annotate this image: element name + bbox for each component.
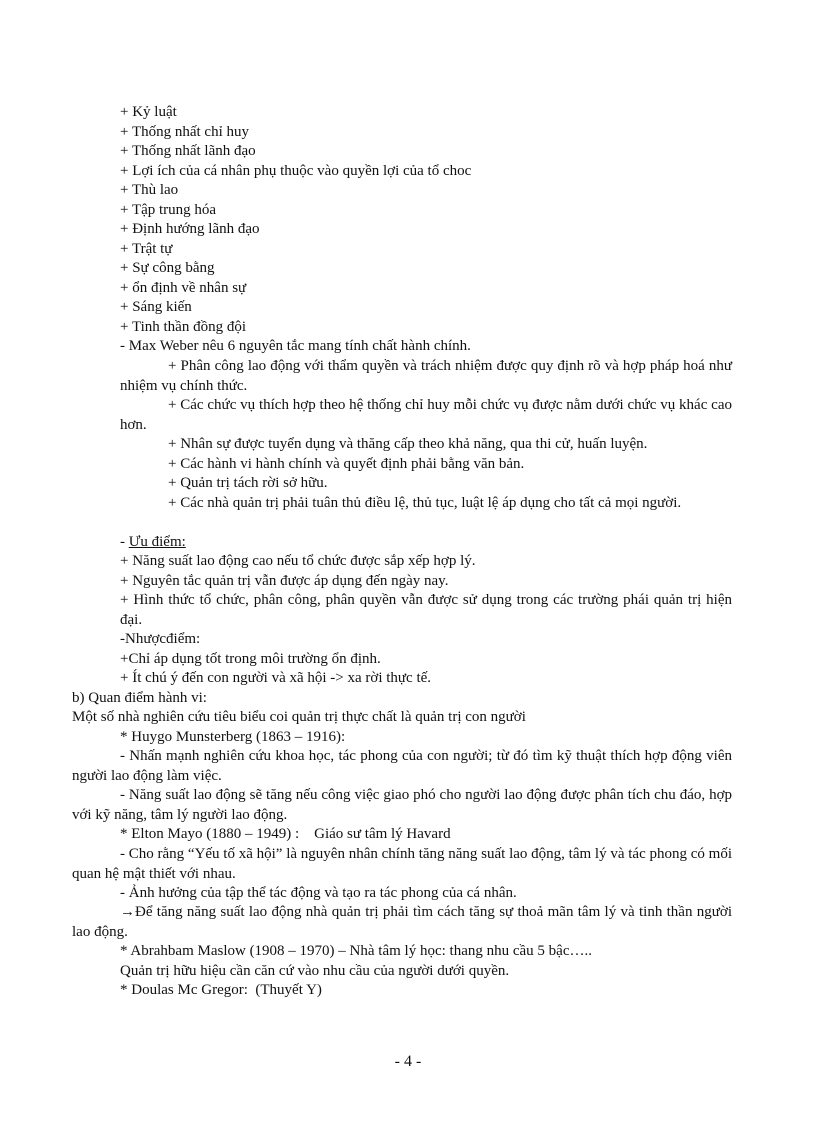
principle-item: + Định hướng lãnh đạo (120, 221, 260, 237)
principle-item: + Thống nhất chỉ huy (120, 124, 250, 140)
disadvantage-item: + Ít chú ý đến con người và xã hội -> xa rời thực tế. (120, 670, 432, 686)
author-point: - Ảnh hưởng của tập thể tác động và tạo ra tác phong của cá nhân. (120, 885, 517, 901)
author-heading: * Doulas Mc Gregor: (Thuyết Y) (120, 982, 322, 998)
principle-item: + Tập trung hóa (120, 202, 217, 218)
advantage-item: + Hình thức tổ chức, phân công, phân quyền vẫn được sử dụng trong các trường phái quản trị hiện đại. (120, 592, 732, 628)
principle-item: + Sự công bằng (120, 260, 215, 276)
author-point: Quản trị hữu hiệu cần căn cứ vào nhu cầu của người dưới quyền. (120, 963, 510, 979)
advantage-item: + Năng suất lao động cao nếu tổ chức được sắp xếp hợp lý. (120, 553, 476, 569)
author-heading: * Elton Mayo (1880 – 1949) : Giáo sư tâm lý Havard (120, 826, 451, 842)
weber-principle: + Các hành vi hành chính và quyết định phải bằng văn bản. (168, 456, 525, 472)
disadvantage-item: +Chỉ áp dụng tốt trong môi trường ổn định. (120, 651, 381, 667)
principle-item: + Lợi ích của cá nhân phụ thuộc vào quyền lợi của tổ choc (120, 163, 472, 179)
page-number: - 4 - (394, 1053, 422, 1070)
weber-intro: - Max Weber nêu 6 nguyên tắc mang tính chất hành chính. (120, 338, 471, 354)
principle-item: + ổn định về nhân sự (120, 280, 247, 296)
author-heading: * Abrahbam Maslow (1908 – 1970) – Nhà tâm lý học: thang nhu cầu 5 bậc….. (120, 943, 592, 959)
advantage-item: + Nguyên tắc quản trị vẫn được áp dụng đến ngày nay. (120, 573, 449, 589)
weber-principle: + Nhân sự được tuyển dụng và thăng cấp theo khả năng, qua thi cử, huấn luyện. (168, 436, 648, 452)
author-point: - Nhấn mạnh nghiên cứu khoa học, tác phong của con người; từ đó tìm kỹ thuật thích hợp động viên người lao động làm việc. (72, 748, 732, 784)
section-heading: b) Quan điểm hành vi: (72, 690, 207, 706)
principle-item: + Thống nhất lãnh đạo (120, 143, 256, 159)
author-heading: * Huygo Munsterberg (1863 – 1916): (120, 729, 346, 745)
section-intro: Một số nhà nghiên cứu tiêu biểu coi quản trị thực chất là quản trị con người (72, 709, 526, 725)
weber-principle: + Quản trị tách rời sở hữu. (168, 475, 328, 491)
weber-principle: + Phân công lao động với thẩm quyền và trách nhiệm được quy định rõ và hợp pháp hoá như nhiệm vụ chính thức. (120, 358, 732, 394)
weber-principle: + Các chức vụ thích hợp theo hệ thống chỉ huy mỗi chức vụ được nằm dưới chức vụ khác cao hơn. (120, 397, 732, 433)
principle-item: + Kỷ luật (120, 104, 177, 120)
principle-item: + Sáng kiến (120, 299, 192, 315)
advantages-heading-text: Ưu điểm: (128, 534, 186, 550)
author-point: - Năng suất lao động sẽ tăng nếu công việc giao phó cho người lao động được phân tích chu đáo, hợp với kỹ năng, tâm lý người lao động. (72, 787, 732, 823)
advantages-prefix: - (120, 534, 129, 550)
author-point: →Để tăng năng suất lao động nhà quản trị phải tìm cách tăng sự thoả mãn tâm lý và tinh thần người lao động. (72, 904, 732, 940)
disadvantages-heading: -Nhượcđiểm: (120, 631, 201, 647)
principle-item: + Thù lao (120, 182, 179, 198)
weber-principle: + Các nhà quản trị phải tuân thủ điều lệ, thủ tục, luật lệ áp dụng cho tất cả mọi người. (168, 495, 682, 511)
principle-item: + Trật tự (120, 241, 173, 257)
principle-item: + Tinh thần đồng đội (120, 319, 246, 335)
author-point: - Cho rằng “Yếu tố xã hội” là nguyên nhân chính tăng năng suất lao động, tâm lý và tác phong có mối quan hệ mật thiết với nhau. (72, 846, 732, 882)
advantages-heading (120, 533, 186, 553)
